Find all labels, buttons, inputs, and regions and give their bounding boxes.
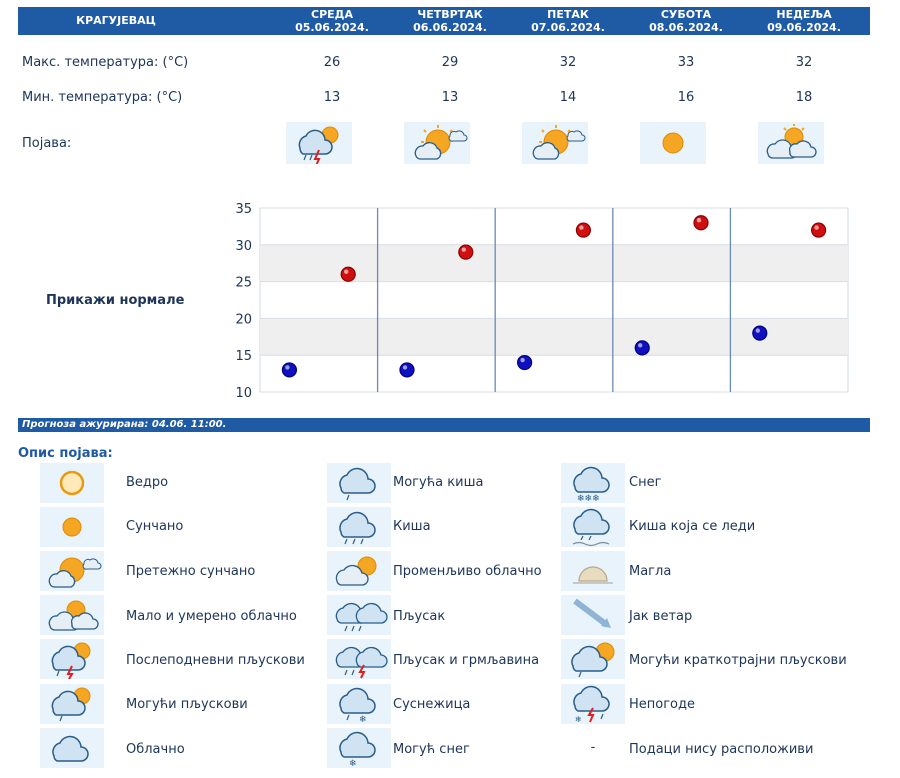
max-temp-value: 26 xyxy=(323,55,341,70)
legend-label: Киша xyxy=(393,519,431,534)
legend-label: Пљусак и грмљавина xyxy=(393,653,540,668)
legend-label: Јак ветар xyxy=(629,609,693,624)
snow-icon xyxy=(561,463,625,503)
svg-text:❄: ❄ xyxy=(575,715,582,724)
sleet-icon xyxy=(327,684,391,724)
point-highlight xyxy=(638,343,642,347)
min-temp-point xyxy=(518,356,532,370)
svg-text:❄: ❄ xyxy=(349,759,357,768)
rain-icon xyxy=(327,507,391,547)
legend-label: Могућа киша xyxy=(393,475,484,490)
min-temp-value: 14 xyxy=(559,90,577,105)
fog-icon xyxy=(561,551,625,591)
legend-label: Могући краткотрајни пљускови xyxy=(629,653,847,668)
show-normals-link[interactable]: Прикажи нормале xyxy=(46,293,185,308)
day-header: ЧЕТВРТАК 06.06.2024. xyxy=(413,8,487,34)
min-temp-point xyxy=(400,363,414,377)
strong-wind-icon xyxy=(561,595,625,635)
min-temp-label: Мин. температура: (°C) xyxy=(22,90,183,105)
chart-plot-area xyxy=(260,208,848,392)
day-header: НЕДЕЉА 09.06.2024. xyxy=(767,8,841,34)
point-highlight xyxy=(814,225,818,229)
phenomenon-label: Појава: xyxy=(22,136,72,151)
legend-label: Пљусак xyxy=(393,609,446,624)
day-header: ПЕТАК 07.06.2024. xyxy=(531,8,605,34)
thunderstorm-icon xyxy=(327,639,391,679)
point-highlight xyxy=(520,358,524,362)
min-temp-value: 13 xyxy=(441,90,459,105)
min-temp-point xyxy=(753,326,767,340)
mostly-sunny-icon xyxy=(404,122,470,164)
y-tick-label: 15 xyxy=(235,349,252,365)
min-temp-value: 13 xyxy=(323,90,341,105)
min-temp-value: 16 xyxy=(677,90,695,105)
point-highlight xyxy=(462,247,466,251)
min-temp-point xyxy=(282,363,296,377)
legend-label: Послеподневни пљускови xyxy=(126,653,305,668)
max-temp-value: 32 xyxy=(795,55,813,70)
legend-label: Подаци нису расположиви xyxy=(629,742,814,757)
mostly-sunny-icon xyxy=(522,122,588,164)
day-header: СУБОТА 08.06.2024. xyxy=(649,8,723,34)
max-temp-label: Макс. температура: (°C) xyxy=(22,55,189,70)
legend-label: Претежно сунчано xyxy=(126,564,256,579)
y-tick-label: 20 xyxy=(235,312,252,328)
forecast-header xyxy=(18,7,870,35)
afternoon-showers-icon xyxy=(40,639,104,679)
point-highlight xyxy=(579,225,583,229)
point-highlight xyxy=(344,270,348,274)
clear-icon xyxy=(40,463,104,503)
y-tick-label: 25 xyxy=(235,275,252,291)
possible-showers-icon xyxy=(40,684,104,724)
max-temp-value: 29 xyxy=(441,55,459,70)
legend-label: Непогоде xyxy=(629,697,695,712)
brief-showers-icon xyxy=(561,639,625,679)
legend-title: Опис појава: xyxy=(18,446,113,461)
legend-label: Мало и умерено облачно xyxy=(126,609,297,624)
max-temp-point xyxy=(576,223,590,237)
y-tick-label: 35 xyxy=(235,202,252,217)
max-temp-value: 32 xyxy=(559,55,577,70)
day-header: СРЕДА 05.06.2024. xyxy=(295,8,369,34)
sunny-icon xyxy=(40,507,104,547)
point-highlight xyxy=(403,365,407,369)
cloudy-icon xyxy=(40,728,104,768)
legend-label: Ведро xyxy=(126,475,169,490)
possible-snow-icon xyxy=(327,728,391,768)
legend-label: Сунчано xyxy=(126,519,184,534)
point-highlight xyxy=(697,218,701,222)
forecast-updated: Прогноза ажурирана: 04.06. 11:00. xyxy=(18,418,870,432)
point-highlight xyxy=(756,328,760,332)
no-data-dash: - xyxy=(590,740,596,755)
max-temp-value: 33 xyxy=(677,55,695,70)
max-temp-point xyxy=(812,223,826,237)
city-name: КРАГУЈЕВАЦ xyxy=(76,14,156,27)
shower-icon xyxy=(327,595,391,635)
legend-label: Облачно xyxy=(126,742,185,757)
partly-cloudy-icon xyxy=(40,595,104,635)
legend-label: Суснежица xyxy=(393,697,471,712)
legend-label: Снег xyxy=(629,475,662,490)
y-tick-label: 30 xyxy=(235,238,252,254)
temperature-chart xyxy=(220,200,870,400)
max-temp-point xyxy=(694,216,708,230)
mostly-sunny-icon xyxy=(40,551,104,591)
variable-cloudy-icon xyxy=(327,551,391,591)
sunny-icon xyxy=(640,122,706,164)
legend-label: Киша која се леди xyxy=(629,519,756,534)
y-tick-label: 10 xyxy=(235,386,252,400)
min-temp-value: 18 xyxy=(795,90,813,105)
max-temp-point xyxy=(341,267,355,281)
max-temp-point xyxy=(459,245,473,259)
legend-label: Могући пљускови xyxy=(126,697,248,712)
svg-text:❄: ❄ xyxy=(359,715,367,724)
partly-cloudy-icon xyxy=(758,122,824,164)
min-temp-point xyxy=(635,341,649,355)
severe-weather-icon xyxy=(561,684,625,724)
point-highlight xyxy=(285,365,289,369)
legend-label: Могућ снег xyxy=(393,742,470,757)
svg-text:❄❄❄: ❄❄❄ xyxy=(577,494,600,503)
freezing-rain-icon xyxy=(561,507,625,547)
possible-rain-icon xyxy=(327,463,391,503)
legend-label: Променљиво облачно xyxy=(393,564,542,579)
afternoon-showers-icon xyxy=(286,122,352,164)
legend-label: Магла xyxy=(629,564,672,579)
